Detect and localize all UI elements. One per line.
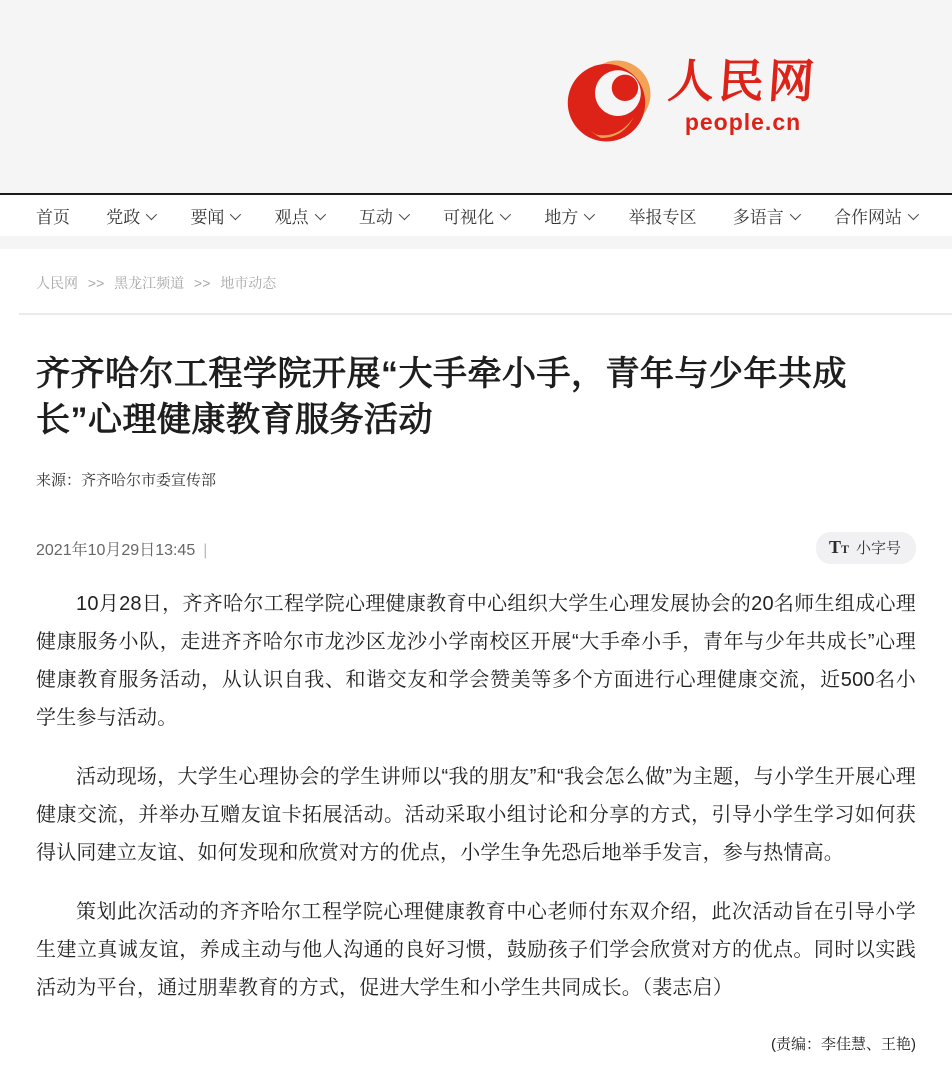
main-nav: [0, 193, 952, 236]
logo-cn-text: 人民网: [666, 56, 820, 108]
article-paragraph: 活动现场，大学生心理协会的学生讲师以“我的朋友”和“我会怎么做”为主题，与小学生开展心理健康交流，并举办互赠友谊卡拓展活动。活动采取小组讨论和分享的方式，引导小学生学习如何获得认同建立友谊、如何发现和欣赏对方的优点，小学生争先恐后地举手发言，参与热情高。: [36, 766, 916, 865]
breadcrumb-link-people[interactable]: 人民网: [36, 275, 78, 291]
nav-item-home[interactable]: [36, 203, 70, 228]
article: [0, 351, 952, 1088]
nav-item-label: 党政: [106, 208, 141, 227]
nav-item-label: 要闻: [190, 208, 225, 227]
logo-text: [668, 57, 818, 136]
font-size-button-label: 小字号: [855, 540, 901, 558]
breadcrumb-link-channel[interactable]: 黑龙江频道: [114, 275, 185, 291]
chevron-down-icon: [584, 208, 595, 219]
date-text: 2021年10月29日13:45: [36, 541, 196, 559]
nav-item-partner-sites[interactable]: [834, 203, 916, 228]
nav-item-news[interactable]: [190, 203, 238, 228]
nav-item-party-gov[interactable]: [106, 203, 154, 228]
breadcrumb-separator: >>: [194, 275, 211, 291]
nav-item-label: 观点: [274, 208, 309, 227]
nav-item-label: 首页: [36, 208, 70, 227]
people-cn-logo[interactable]: [566, 49, 818, 145]
nav-item-label: 举报专区: [628, 208, 697, 227]
logo-en-text: people.cn: [684, 108, 802, 135]
nav-item-local[interactable]: [544, 203, 592, 228]
nav-item-label: 地方: [544, 208, 579, 227]
article-paragraph: 策划此次活动的齐齐哈尔工程学院心理健康教育中心老师付东双介绍，此次活动旨在引导小学生建立真诚友谊，养成主动与他人沟通的良好习惯，鼓励孩子们学会欣赏对方的优点。同时以实践活动为平台，通过朋辈教育的方式，促进大学生和小学生共同成长。（裴志启）: [36, 901, 916, 1000]
article-source: 来源：齐齐哈尔市委宣传部: [36, 472, 217, 490]
article-date: [36, 537, 207, 560]
nav-substrip: [0, 236, 952, 249]
nav-item-label: 互动: [358, 208, 393, 227]
chevron-down-icon: [500, 208, 511, 219]
page-title: 齐齐哈尔工程学院开展“大手牵小手，青年与少年共成长”心理健康教育服务活动: [36, 355, 847, 440]
font-size-icon: TT: [828, 537, 849, 558]
nav-item-interaction[interactable]: [359, 203, 407, 228]
font-size-button[interactable]: [816, 532, 916, 564]
date-separator: |: [203, 541, 208, 559]
nav-item-visualization[interactable]: [443, 203, 508, 228]
breadcrumb: [0, 249, 952, 313]
nav-item-label: 可视化: [443, 208, 495, 227]
divider: [19, 313, 952, 315]
nav-item-label: 多语言: [732, 208, 784, 227]
chevron-down-icon: [790, 208, 801, 219]
breadcrumb-link-section[interactable]: 地市动态: [220, 275, 277, 291]
chevron-down-icon: [146, 208, 157, 219]
article-meta-row: [36, 532, 916, 564]
nav-item-opinion[interactable]: [275, 203, 323, 228]
article-body: [36, 585, 916, 1007]
nav-item-multilingual[interactable]: [733, 203, 798, 228]
chevron-down-icon: [314, 208, 325, 219]
nav-item-report-zone[interactable]: [629, 203, 697, 228]
chevron-down-icon: [399, 208, 410, 219]
editor-note: (责编：李佳慧、王艳): [771, 1036, 916, 1054]
people-cn-logo-icon: [566, 57, 654, 145]
chevron-down-icon: [230, 208, 241, 219]
nav-item-label: 合作网站: [833, 208, 902, 227]
chevron-down-icon: [908, 208, 919, 219]
article-paragraph: 10月28日，齐齐哈尔工程学院心理健康教育中心组织大学生心理发展协会的20名师生组成心理健康服务小队，走进齐齐哈尔市龙沙区龙沙小学南校区开展“大手牵小手，青年与少年共成长”心理健康教育服务活动，从认识自我、和谐交友和学会赞美等多个方面进行心理健康交流，近500名小学生参与活动。: [36, 593, 916, 730]
site-header: [0, 0, 952, 193]
breadcrumb-separator: >>: [87, 275, 105, 291]
